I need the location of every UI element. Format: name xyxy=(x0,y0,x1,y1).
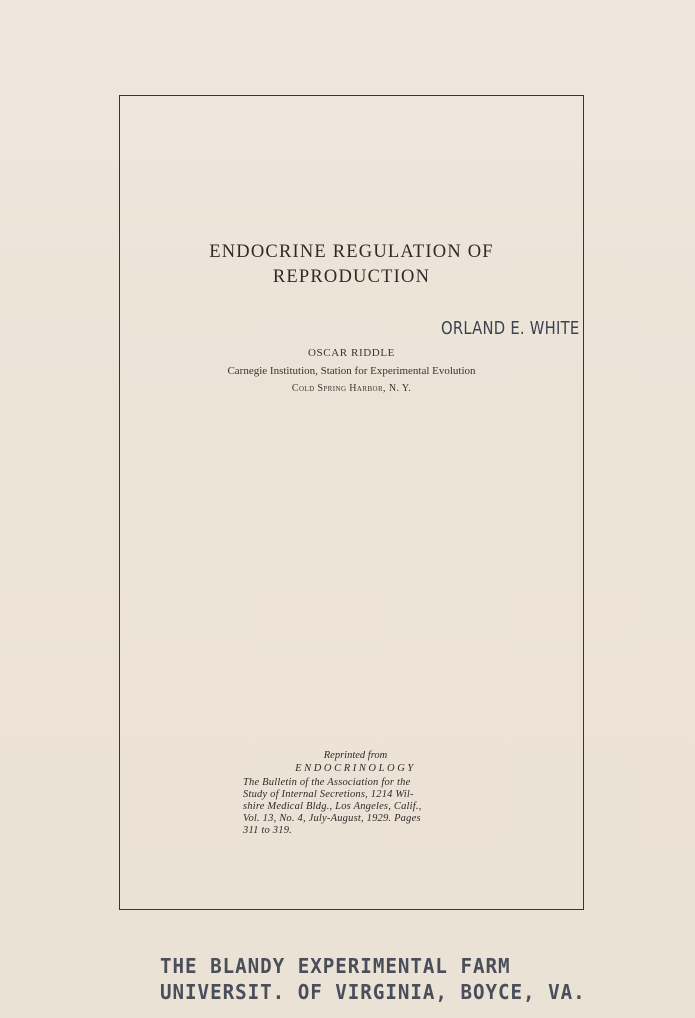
document-title xyxy=(119,240,584,290)
library-stamp xyxy=(160,953,586,1005)
library-stamp-line-1: THE BLANDY EXPERIMENTAL FARM xyxy=(160,954,511,978)
citation-line: Vol. 13, No. 4, July-August, 1929. Pages xyxy=(243,813,421,824)
journal-name: ENDOCRINOLOGY xyxy=(295,763,416,774)
citation-line: 311 to 319. xyxy=(243,825,292,836)
reprint-intro: Reprinted from xyxy=(323,750,388,761)
library-stamp-line-2: UNIVERSIT. OF VIRGINIA, BOYCE, VA. xyxy=(160,980,586,1004)
citation-line: shire Medical Bldg., Los Angeles, Calif., xyxy=(243,801,422,812)
journal-citation xyxy=(243,777,468,837)
owner-name-stamp: ORLAND E. WHITE xyxy=(441,318,580,339)
title-line-1: ENDOCRINE REGULATION OF xyxy=(209,242,494,262)
author-location: Cold Spring Harbor, N. Y. xyxy=(291,383,412,394)
citation-line: Study of Internal Secretions, 1214 Wil- xyxy=(243,789,414,800)
title-line-2: REPRODUCTION xyxy=(272,267,431,287)
author-name: OSCAR RIDDLE xyxy=(308,347,395,359)
author-affiliation: Carnegie Institution, Station for Experimental Evolution xyxy=(227,365,476,377)
citation-line: The Bulletin of the Association for the xyxy=(243,777,411,788)
reprint-notice xyxy=(243,750,468,837)
